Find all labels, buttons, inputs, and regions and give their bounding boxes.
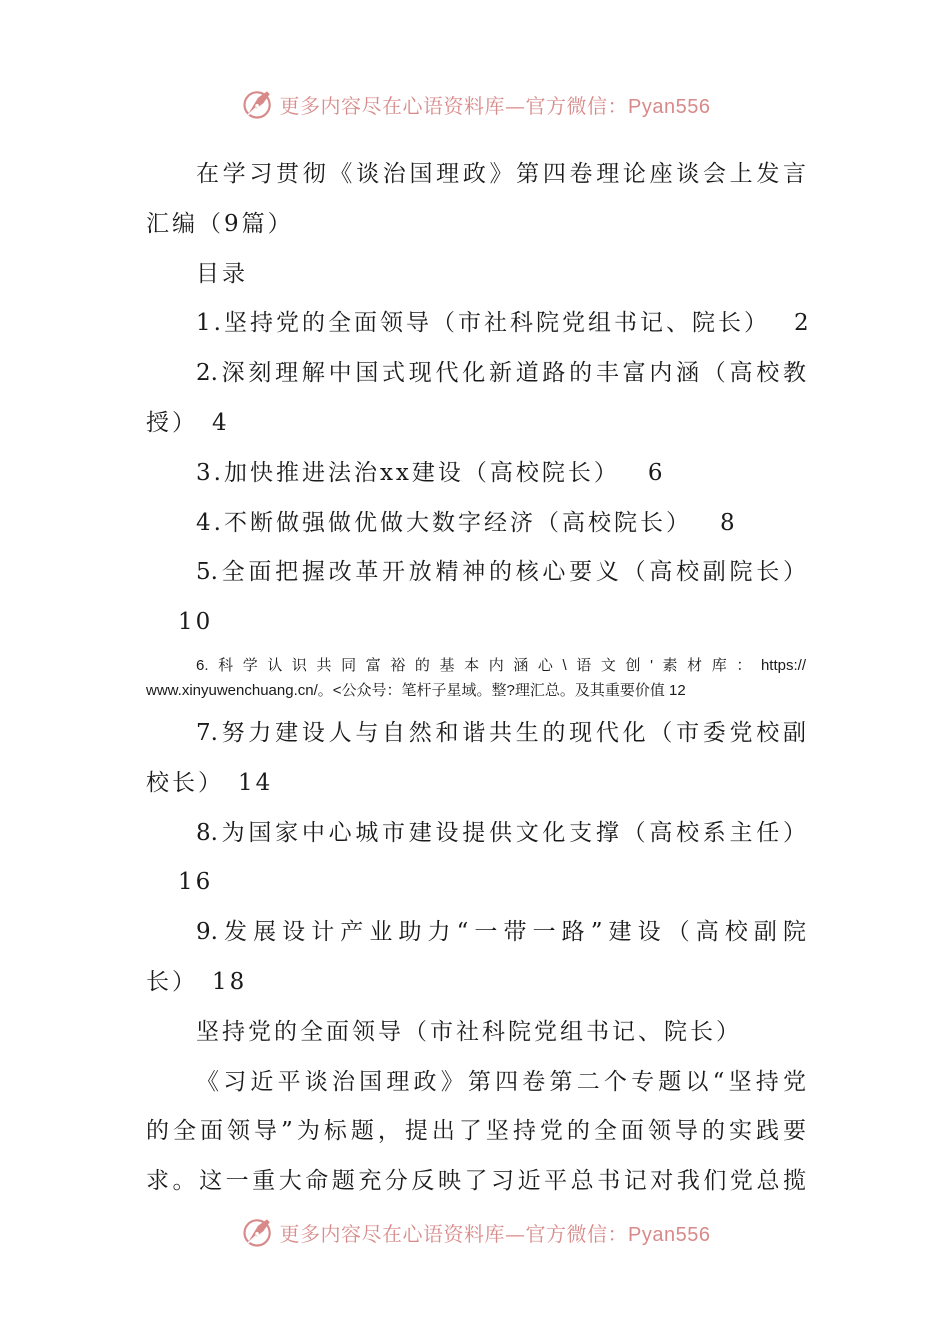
document-title-line-2: 汇编（9篇） bbox=[146, 210, 294, 237]
body-line-3: 求。这一重大命题充分反映了习近平总书记对我们党总揽 bbox=[146, 1168, 806, 1195]
toc-item-6 bbox=[146, 648, 806, 709]
toc-item-7-cont: 校长） 14 bbox=[146, 769, 274, 796]
toc-item-2: 2.深刻理解中国式现代化新道路的丰富内涵（高校教 bbox=[196, 360, 806, 387]
pen-nib-logo-icon bbox=[240, 86, 276, 122]
toc-item-3: 3.加快推进法治xx建设（高校院长） 6 bbox=[196, 459, 666, 486]
toc-item-7: 7.努力建设人与自然和谐共生的现代化（市委党校副 bbox=[196, 719, 806, 746]
toc-item-5: 5.全面把握改革开放精神的核心要义（高校副院长） bbox=[196, 559, 806, 586]
banner-text: 更多内容尽在心语资料库—官方微信：Pyan556 bbox=[279, 1221, 711, 1246]
body-line-2: 的全面领导”为标题，提出了坚持党的全面领导的实践要 bbox=[146, 1118, 806, 1145]
toc-item-9-cont: 长） 18 bbox=[146, 968, 248, 995]
toc-item-6-line-2: www.xinyuwenchuang.cn/。<公众号：笔杆子星域。整?理汇总。及其重要价值 12 bbox=[146, 681, 686, 699]
toc-item-5-page: 10 bbox=[178, 609, 214, 636]
document-title-line-1: 在学习贯彻《谈治国理政》第四卷理论座谈会上发言 bbox=[196, 161, 806, 187]
toc-item-8-page: 16 bbox=[178, 869, 214, 896]
banner-text: 更多内容尽在心语资料库—官方微信：Pyan556 bbox=[279, 93, 711, 118]
toc-item-8: 8.为国家中心城市建设提供文化支撑（高校系主任） bbox=[196, 819, 806, 846]
toc-item-9: 9.发展设计产业助力“一带一路”建设（高校副院 bbox=[196, 919, 806, 946]
toc-item-4: 4.不断做强做优做大数字经济（高校院长） 8 bbox=[196, 509, 738, 536]
toc-item-1: 1.坚持党的全面领导（市社科院党组书记、院长） 2 bbox=[196, 310, 812, 337]
footer-watermark-banner bbox=[0, 1212, 950, 1252]
toc-item-6-line-1: 6.科学认识共同富裕的基本内涵心\语文创'素材库：https:// bbox=[196, 656, 806, 674]
document-body bbox=[146, 150, 812, 1207]
section-heading: 坚持党的全面领导（市社科院党组书记、院长） bbox=[196, 1018, 742, 1045]
body-line-1: 《习近平谈治国理政》第四卷第二个专题以“坚持党 bbox=[196, 1068, 806, 1095]
toc-heading: 目录 bbox=[196, 260, 248, 287]
toc-item-2-cont: 授） 4 bbox=[146, 409, 230, 436]
header-watermark-banner bbox=[0, 84, 950, 124]
pen-nib-logo-icon bbox=[240, 1214, 276, 1250]
